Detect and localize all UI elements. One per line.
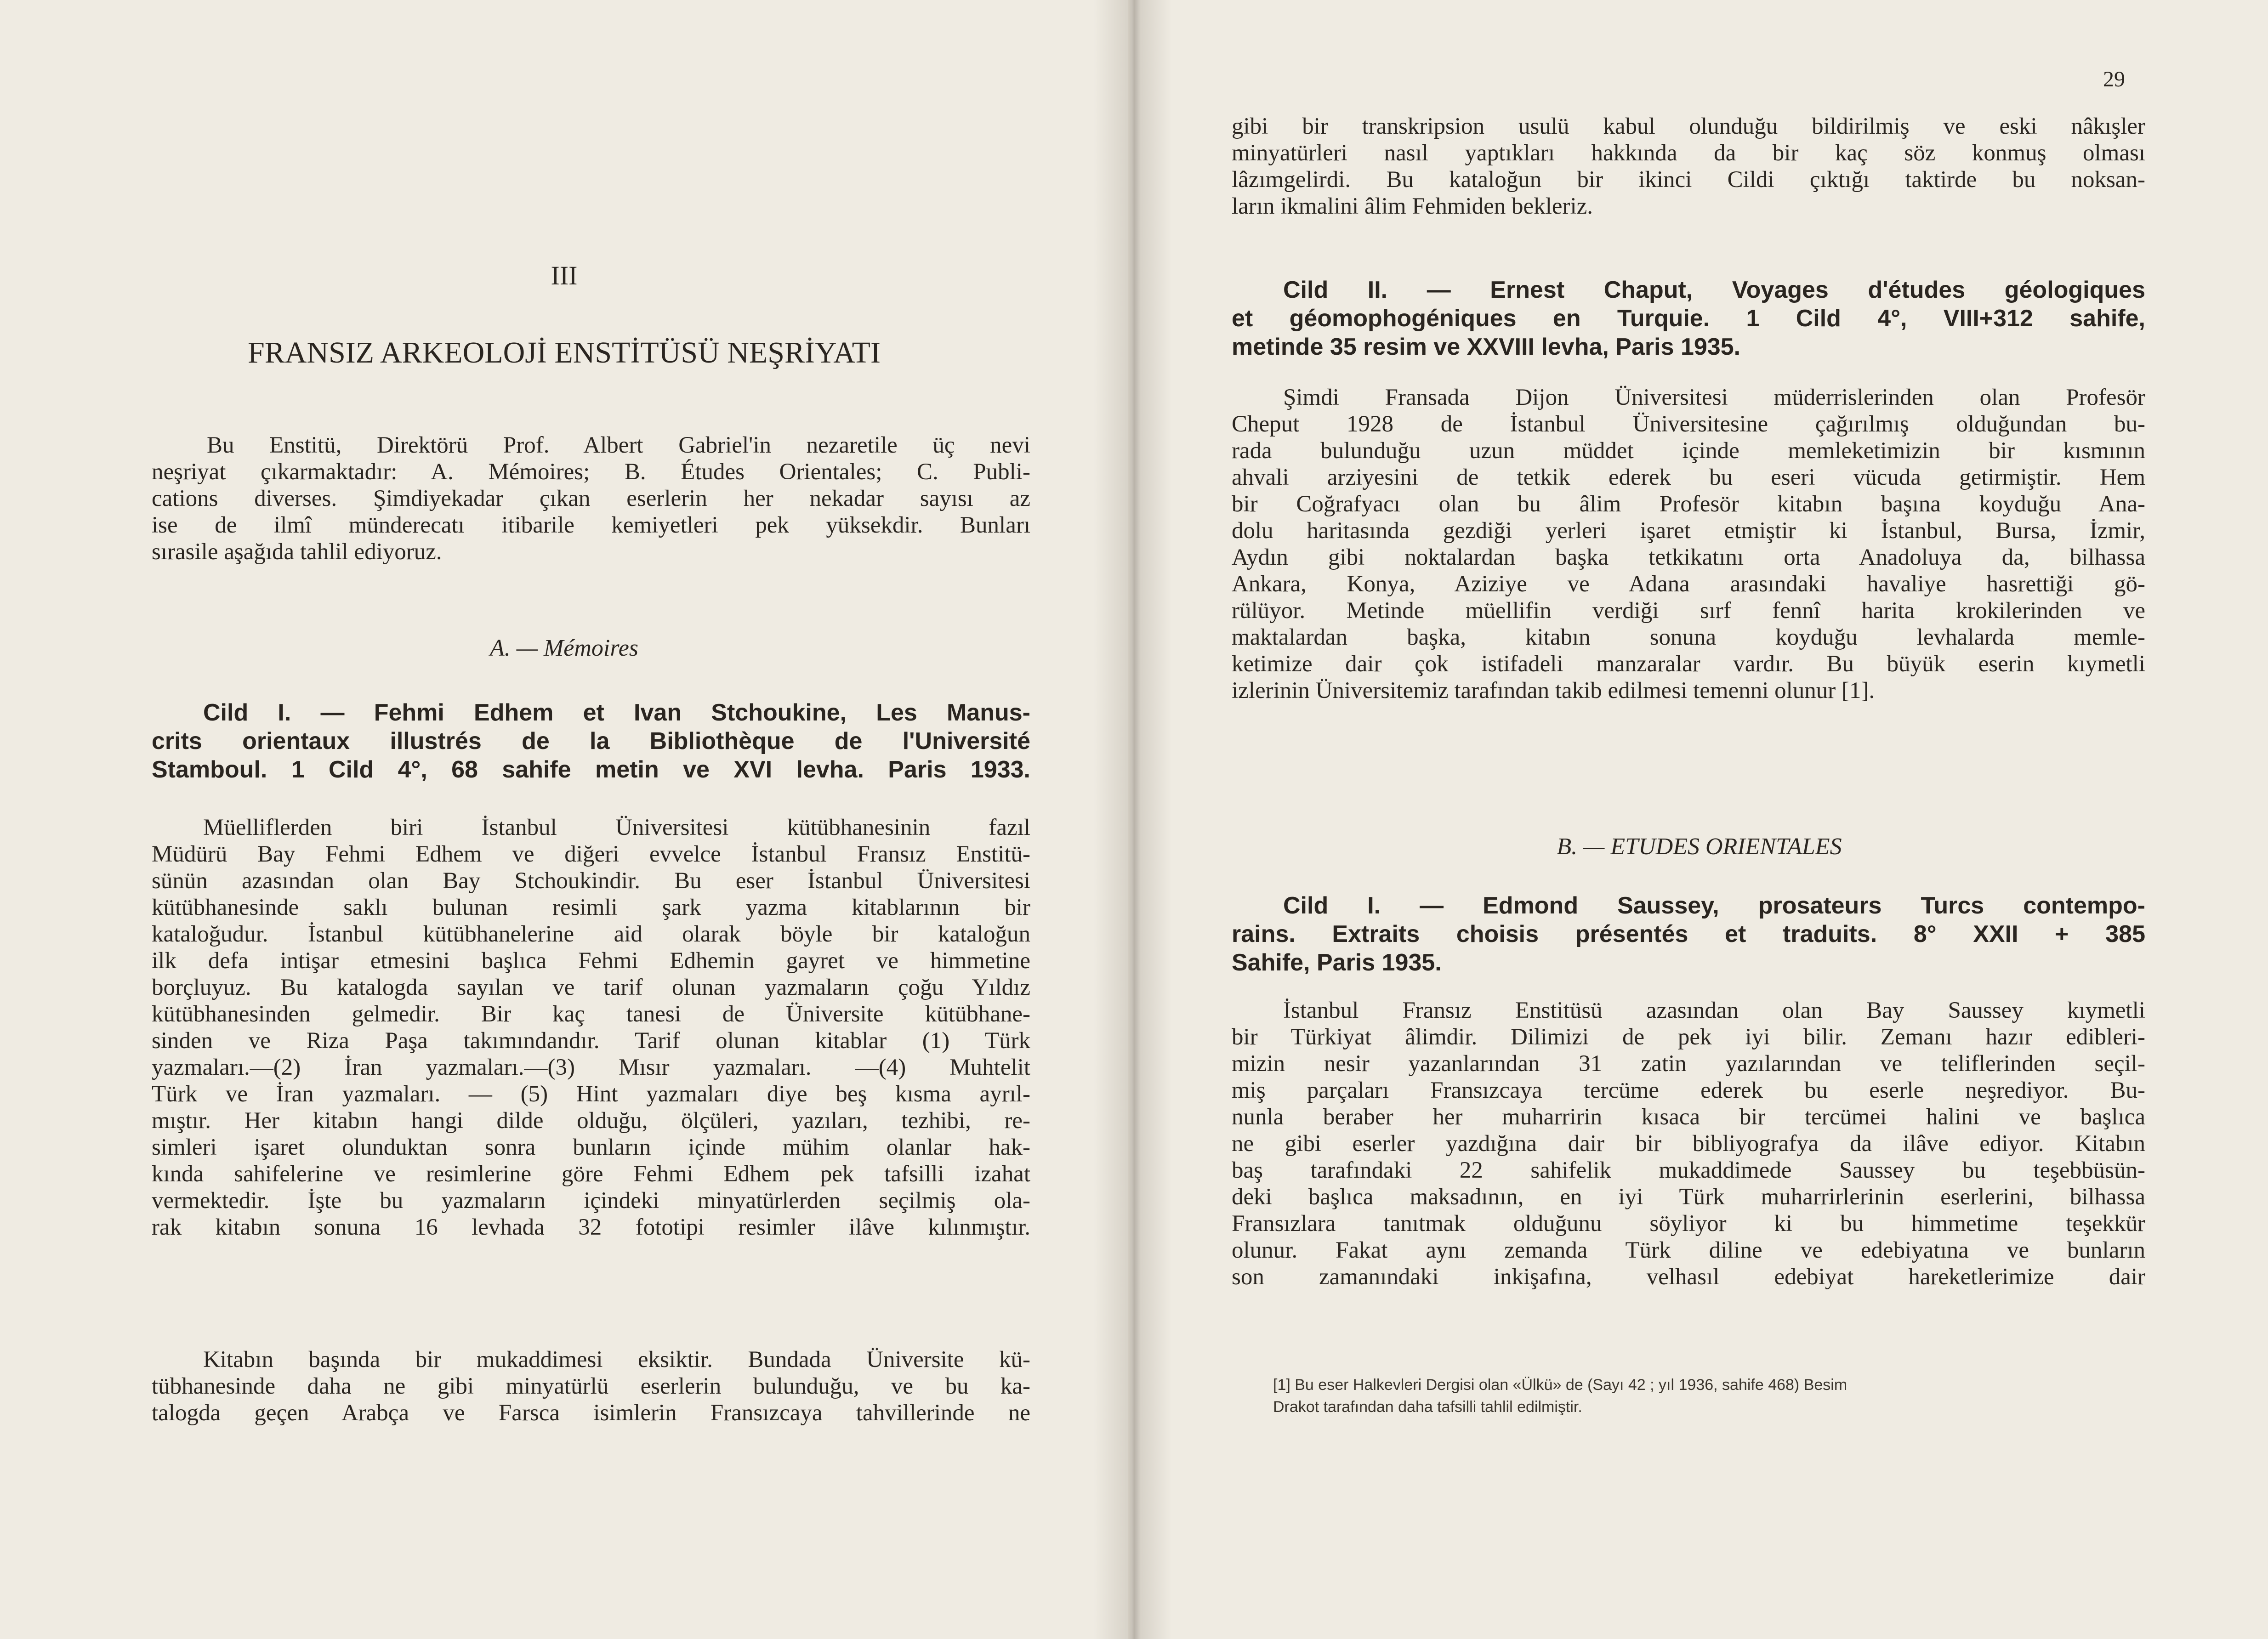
continuation-paragraph — [1232, 113, 2145, 220]
text-line: vermektedir. İşte bu yazmaların içindeki minyatürlerden seçilmiş ola- — [152, 1188, 1030, 1214]
text-line: Ankara, Konya, Aziziye ve Adana arasındaki havaliye hasrettiği gö- — [1232, 571, 2145, 597]
text-line: Kitabın başında bir mukaddimesi eksiktir. Bundada Üniversite kü- — [203, 1347, 1030, 1372]
text-line: son zamanındaki inkişafına, velhasıl edebiyat hareketlerimize dair — [1232, 1264, 2145, 1290]
text-line: İstanbul Fransız Enstitüsü azasından olan Bay Saussey kıymetli — [1283, 998, 2145, 1023]
section-number: III — [551, 261, 578, 290]
text-line: kında sahifelerine ve resimlerine göre Fehmi Edhem pek tafsilli izahat — [152, 1161, 1030, 1187]
text-line: mıştır. Her kitabın hangi dilde olduğu, ölçüleri, yazıları, tezhibi, re- — [152, 1108, 1030, 1134]
section-heading-b: B. — ETUDES ORIENTALES — [1557, 834, 1842, 860]
text-line: Cild I. — Edmond Saussey, prosateurs Turcs contempo- — [1283, 892, 2145, 919]
text-line: ne gibi eserler yazdığına dair bir bibliyografya da ilâve ediyor. Kitabın — [1232, 1131, 2145, 1157]
text-line: Türk ve İran yazmaları. — (5) Hint yazmaları diye beş kısma ayrıl- — [152, 1081, 1030, 1107]
text-line: Aydın gibi noktalardan başka tetkikatını orta Anadoluya da, bilhassa — [1232, 544, 2145, 570]
text-line: Müdürü Bay Fehmi Edhem ve diğeri evvelce İstanbul Fransız Enstitü- — [152, 841, 1030, 867]
text-line: sırasile aşağıda tahlil ediyoruz. — [152, 539, 442, 565]
text-line: kataloğudur. İstanbul kütübhanelerine aid olarak böyle bir kataloğun — [152, 921, 1030, 947]
footnote-line: [1] Bu eser Halkevleri Dergisi olan «Ülkü» de (Sayı 42 ; yıl 1936, sahife 468) Besim — [1273, 1376, 1847, 1394]
cild-1-paragraph — [152, 814, 1030, 1241]
cild-2-heading — [1232, 276, 2145, 361]
text-line: sünün azasından olan Bay Stchoukindir. Bu eser İstanbul Üniversitesi — [152, 868, 1030, 894]
text-line: Cild I. — Fehmi Edhem et Ivan Stchoukine, Les Manus- — [203, 699, 1030, 726]
text-line: yazmaları.—(2) İran yazmaları.—(3) Mısır yazmaları. —(4) Muhtelit — [152, 1055, 1030, 1080]
cild-b1-paragraph — [1232, 997, 2145, 1290]
cild-b1-heading — [1232, 891, 2145, 977]
text-line: dolu haritasında gezdiği yerleri işaret etmiştir ki İstanbul, Bursa, İzmir, — [1232, 518, 2145, 544]
text-line: gibi bir transkripsion usulü kabul olunduğu bildirilmiş ve eski nâkışler — [1232, 113, 2145, 139]
text-line: Sahife, Paris 1935. — [1232, 949, 1442, 976]
text-line: Fransızlara tanıtmak olduğunu söyliyor ki bu himmetime teşekkür — [1232, 1211, 2145, 1236]
text-line: Müelliflerden biri İstanbul Üniversitesi kütübhanesinin fazıl — [203, 815, 1030, 840]
text-line: bir Türkiyat âlimdir. Dilimizi de pek iyi bilir. Zemanı hazır edibleri- — [1232, 1024, 2145, 1050]
section-heading-a: A. — Mémoires — [489, 635, 639, 661]
text-line: Bu Enstitü, Direktörü Prof. Albert Gabriel'in nezaretile üç nevi — [207, 432, 1030, 458]
text-line: talogda geçen Arabça ve Farsca isimlerin Fransızcaya tahvillerinde ne — [152, 1400, 1030, 1426]
text-line: ahvali arziyesini de tetkik ederek bu eseri vücuda getirmiştir. Hem — [1232, 465, 2145, 490]
text-line: rains. Extraits choisis présentés et traduits. 8° XXII + 385 — [1232, 921, 2145, 947]
intro-paragraph — [152, 432, 1030, 565]
page-number: 29 — [2103, 67, 2125, 91]
text-line: simleri işaret olunduktan sonra bunların içinde mühim olanlar hak- — [152, 1134, 1030, 1160]
text-line: et géomophogéniques en Turquie. 1 Cild 4°, VIII+312 sahife, — [1232, 305, 2145, 332]
page-title: FRANSIZ ARKEOLOJİ ENSTİTÜSÜ NEŞRİYATI — [248, 336, 881, 369]
cild-1-paragraph-2 — [152, 1346, 1030, 1426]
text-line: crits orientaux illustrés de la Bibliothèque de l'Université — [152, 728, 1030, 754]
text-line: olunur. Fakat aynı zemanda Türk diline ve edebiyatına ve bunların — [1232, 1237, 2145, 1263]
text-line: Şimdi Fransada Dijon Üniversitesi müderrislerinden olan Profesör — [1283, 385, 2145, 410]
text-line: rak kitabın sonuna 16 levhada 32 fototipi resimler ilâve kılınmıştır. — [152, 1214, 1030, 1240]
text-line: bir Coğrafyacı olan bu âlim Profesör kitabın başına koyduğu Ana- — [1232, 491, 2145, 517]
right-page — [1131, 0, 2268, 1639]
text-line: Cild II. — Ernest Chaput, Voyages d'études géologiques — [1283, 277, 2145, 303]
text-line: rülüyor. Metinde müellifin verdiği sırf fennî harita krokilerinden ve — [1232, 598, 2145, 624]
left-page — [0, 0, 1128, 1639]
cild-1-heading — [152, 698, 1030, 784]
text-line: metinde 35 resim ve XXVIII levha, Paris 1935. — [1232, 334, 1741, 360]
text-line: maktalardan başka, kitabın sonuna koyduğu levhalarda memle- — [1232, 624, 2145, 650]
text-line: ilk defa intişar etmesini başlıca Fehmi Edhemin gayret ve himmetine — [152, 948, 1030, 974]
text-line: ise de ilmî münderecatı itibarile kemiyetleri pek yüksekdir. Bunları — [152, 512, 1030, 538]
text-line: borçluyuz. Bu katalogda sayılan ve tarif olunan yazmaların çoğu Yıldız — [152, 975, 1030, 1000]
book-gutter — [1094, 0, 1172, 1639]
text-line: ketimize dair çok istifadeli manzaralar vardır. Bu büyük eserin kıymetli — [1232, 651, 2145, 677]
text-line: ların ikmalini âlim Fehmiden bekleriz. — [1232, 193, 1593, 219]
text-line: Stamboul. 1 Cild 4°, 68 sahife metin ve XVI levha. Paris 1933. — [152, 756, 1030, 783]
text-line: Cheput 1928 de İstanbul Üniversitesine çağırılmış olduğundan bu- — [1232, 411, 2145, 437]
text-line: minyatürleri nasıl yaptıkları hakkında da bir kaç söz konmuş olması — [1232, 140, 2145, 166]
text-line: kütübhanesinden gelmedir. Bir kaç tanesi de Üniversite kütübhane- — [152, 1001, 1030, 1027]
text-line: lâzımgelirdi. Bu kataloğun bir ikinci Cildi çıktığı taktirde bu noksan- — [1232, 167, 2145, 193]
cild-2-paragraph — [1232, 384, 2145, 704]
text-line: cations diverses. Şimdiyekadar çıkan eserlerin her nekadar sayısı az — [152, 486, 1030, 511]
text-line: deki başlıca maksadının, en iyi Türk muharrirlerinin eserlerini, bilhassa — [1232, 1184, 2145, 1210]
text-line: kütübhanesinde saklı bulunan resimli şark yazma kitablarının bir — [152, 895, 1030, 920]
footnote-line: Drakot tarafından daha tafsilli tahlil edilmiştir. — [1273, 1398, 1582, 1416]
text-line: tübhanesinde daha ne gibi minyatürlü eserlerin bulunduğu, ve bu ka- — [152, 1373, 1030, 1399]
text-line: baş tarafındaki 22 sahifelik mukaddimede Saussey bu teşebbüsün- — [1232, 1157, 2145, 1183]
text-line: neşriyat çıkarmaktadır: A. Mémoires; B. Études Orientales; C. Publi- — [152, 459, 1030, 485]
text-line: miş parçaları Fransızcaya tercüme ederek bu eserle neşrediyor. Bu- — [1232, 1078, 2145, 1103]
text-line: rada bulunduğu uzun müddet içinde memleketimizin bir kısmının — [1232, 438, 2145, 464]
text-line: mizin nesir yazanlarından 31 zatin yazılarından ve teliflerinden seçil- — [1232, 1051, 2145, 1077]
text-line: nunla beraber her muharririn kısaca bir tercümei halini ve başlıca — [1232, 1104, 2145, 1130]
footnote — [1273, 1374, 2146, 1418]
text-line: sinden ve Riza Paşa takımındandır. Tarif olunan kitablar (1) Türk — [152, 1028, 1030, 1054]
text-line: izlerinin Üniversitemiz tarafından takib edilmesi temenni olunur [1]. — [1232, 678, 1875, 703]
